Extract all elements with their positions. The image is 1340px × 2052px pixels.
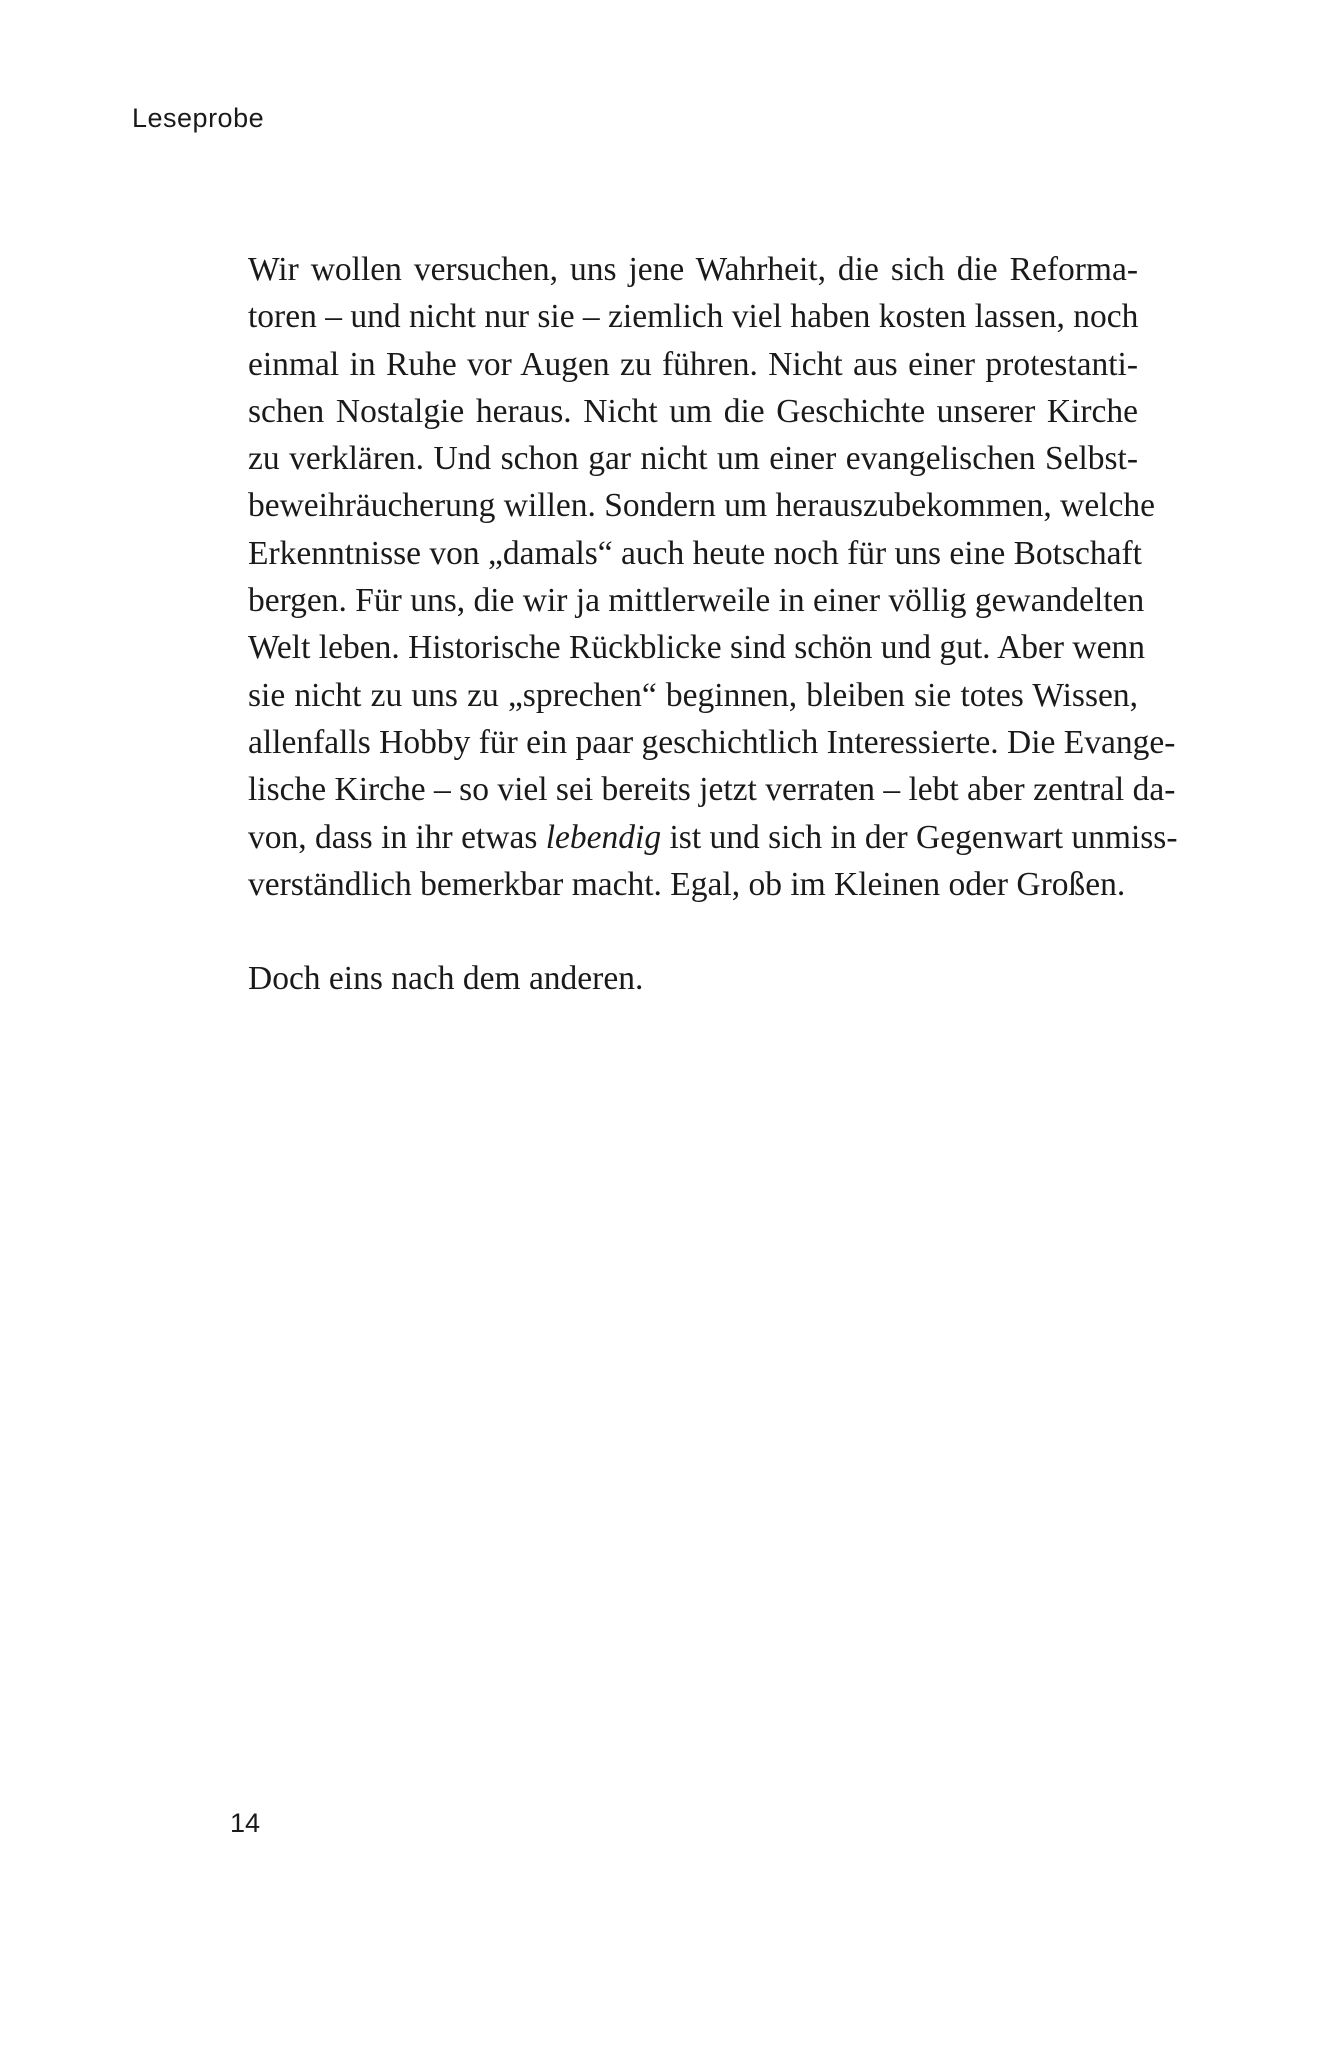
- paragraph-line: schen Nostalgie heraus. Nicht um die Geschichte unserer Kirche: [248, 392, 1138, 430]
- paragraph-line: Wir wollen versuchen, uns jene Wahrheit, die sich die Reforma-: [248, 251, 1138, 288]
- paragraph-line: Erkenntnisse von „damals“ auch heute noch für uns eine Botschaft: [248, 534, 1142, 572]
- paragraph-line: Welt leben. Historische Rückblicke sind schön und gut. Aber wenn: [248, 629, 1145, 667]
- line-text-after: ist und sich in der Gegenwart unmiss-: [661, 818, 1178, 856]
- paragraph-line: toren – und nicht nur sie – ziemlich viel haben kosten lassen, noch: [248, 298, 1139, 336]
- paragraph-line: sie nicht zu uns zu „sprechen“ beginnen, bleiben sie totes Wissen,: [248, 676, 1138, 714]
- closing-sentence: Doch eins nach dem anderen.: [248, 960, 644, 997]
- paragraph-line: beweihräucherung willen. Sondern um herauszubekommen, welche: [248, 487, 1155, 525]
- paragraph-line: einmal in Ruhe vor Augen zu führen. Nicht aus einer protestanti-: [248, 345, 1138, 383]
- page-number: 14: [230, 1808, 261, 1838]
- paragraph-last-line: verständlich bemerkbar macht. Egal, ob im Kleinen oder Großen.: [248, 865, 1126, 903]
- paragraph-line-with-emphasis: [248, 814, 1178, 861]
- paragraph-line: zu verklären. Und schon gar nicht um einer evangelischen Selbst-: [248, 440, 1138, 478]
- main-paragraph: [248, 246, 1178, 908]
- line-text-before: von, dass in ihr etwas: [248, 818, 546, 856]
- running-header: Leseprobe: [132, 103, 265, 133]
- emphasized-word: lebendig: [545, 818, 662, 856]
- paragraph-line: lische Kirche – so viel sei bereits jetzt verraten – lebt aber zentral da-: [248, 771, 1176, 809]
- paragraph-line: allenfalls Hobby für ein paar geschichtlich Interessierte. Die Evange-: [248, 723, 1176, 761]
- paragraph-line: bergen. Für uns, die wir ja mittlerweile in einer völlig gewandelten: [248, 582, 1145, 620]
